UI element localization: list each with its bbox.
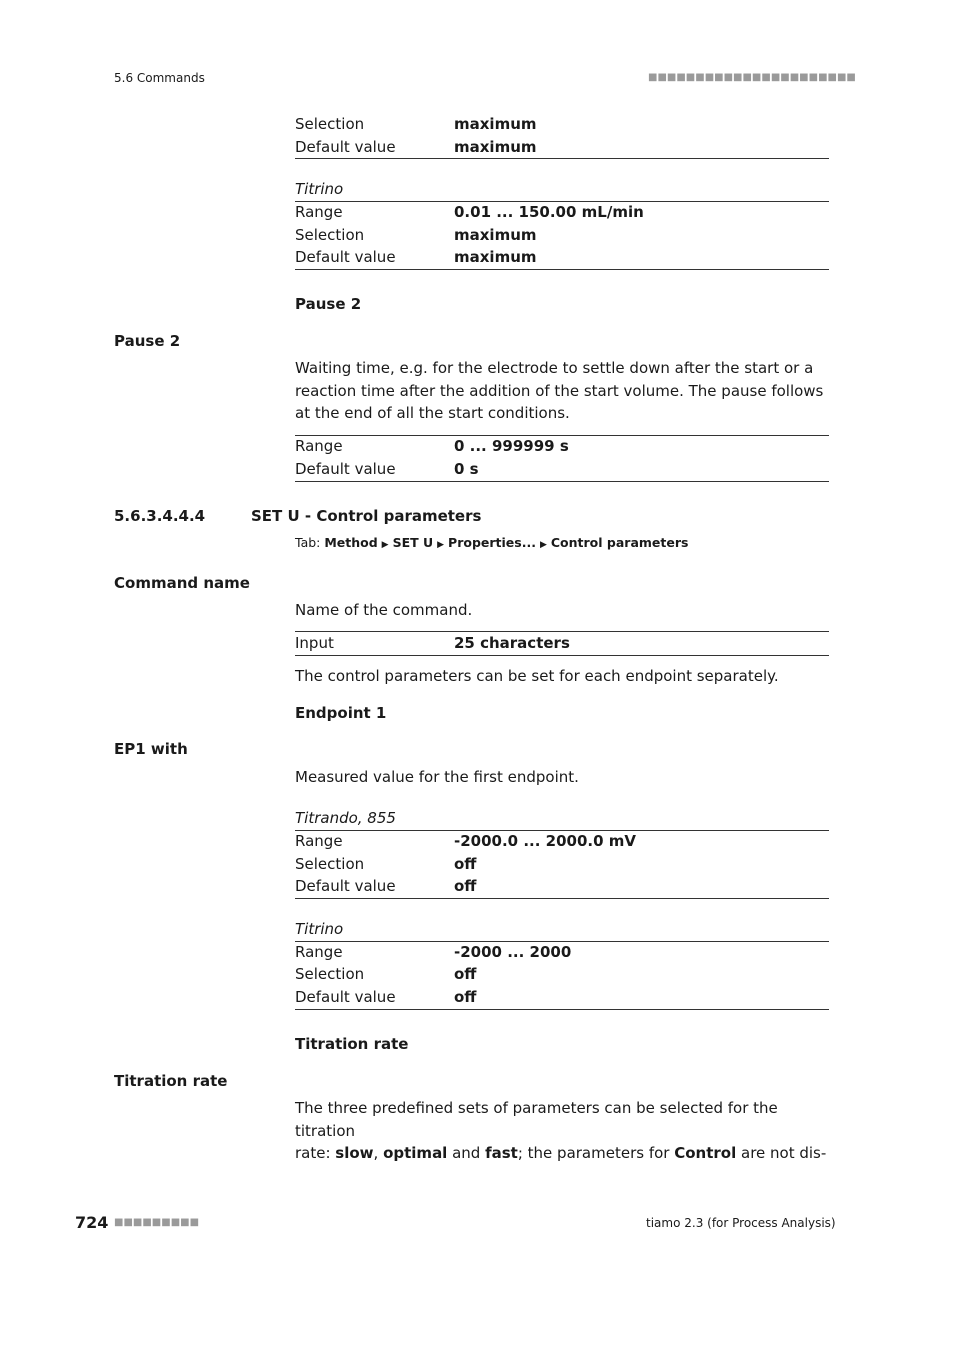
table-divider — [295, 898, 829, 899]
table-row-value: -2000.0 ... 2000.0 mV — [454, 832, 636, 850]
arrow-right-icon: ▶ — [381, 540, 389, 550]
table-divider — [295, 435, 829, 436]
tab-path-item: Method — [324, 535, 378, 550]
table-row-label: Selection — [295, 226, 365, 244]
keyword-slow: slow — [335, 1144, 374, 1162]
table-row-label: Selection — [295, 115, 365, 133]
titration-rate-description — [295, 1097, 829, 1165]
table-divider — [295, 631, 829, 632]
tab-path-item: Properties... — [448, 535, 536, 550]
table-row-label: Input — [295, 634, 334, 652]
pause2-description: Waiting time, e.g. for the electrode to settle down after the start or a reaction time after the addition of the start volume. The pause follows at the end of all the start conditions. — [295, 359, 824, 422]
table-row-value: 25 characters — [454, 634, 570, 652]
table-divider — [295, 269, 829, 270]
text-run: are not dis- — [736, 1144, 827, 1162]
titration-rate-line2 — [295, 1142, 829, 1165]
table-row-label: Default value — [295, 248, 396, 266]
table-row-value: maximum — [454, 138, 537, 156]
table-row-value: 0 ... 999999 s — [454, 437, 569, 455]
table-divider — [295, 481, 829, 482]
table-row-label: Default value — [295, 988, 396, 1006]
page-number: 724 — [75, 1213, 109, 1232]
table-row-label: Range — [295, 203, 343, 221]
pause2-side-label: Pause 2 — [114, 332, 181, 350]
table-divider — [295, 1009, 829, 1010]
table-row-label: Selection — [295, 855, 365, 873]
titration-rate-line1: The three predefined sets of parameters can be selected for the titration — [295, 1099, 778, 1140]
table-row-value: off — [454, 988, 477, 1006]
table-row-label: Range — [295, 832, 343, 850]
footer-product: tiamo 2.3 (for Process Analysis) — [646, 1216, 836, 1230]
ep1-description: Measured value for the first endpoint. — [295, 768, 579, 786]
tab-prefix: Tab: — [295, 535, 321, 550]
tab-path — [295, 535, 688, 550]
titration-rate-subheading: Titration rate — [295, 1035, 409, 1053]
table-row-value: maximum — [454, 226, 537, 244]
table-divider — [295, 201, 829, 202]
keyword-control: Control — [674, 1144, 737, 1162]
ep1-side-label: EP1 with — [114, 740, 188, 758]
text-run: ; the parameters for — [517, 1144, 675, 1162]
table-divider — [295, 941, 829, 942]
table-divider — [295, 830, 829, 831]
titrando-table-title: Titrando, 855 — [295, 809, 396, 827]
table-divider — [295, 655, 829, 656]
keyword-optimal: optimal — [383, 1144, 448, 1162]
titrino-table-title: Titrino — [295, 180, 344, 198]
command-name-note: The control parameters can be set for each endpoint separately. — [295, 667, 779, 685]
text-run: and — [447, 1144, 486, 1162]
arrow-right-icon: ▶ — [437, 540, 445, 550]
tab-path-item: SET U — [392, 535, 434, 550]
table-row-label: Default value — [295, 138, 396, 156]
endpoint1-subheading: Endpoint 1 — [295, 704, 387, 722]
text-run: , — [373, 1144, 384, 1162]
pause2-subheading: Pause 2 — [295, 295, 362, 313]
section-title: SET U - Control parameters — [251, 507, 482, 525]
command-name-side-label: Command name — [114, 574, 250, 592]
table-row-value: off — [454, 877, 477, 895]
titrino-table-title: Titrino — [295, 920, 344, 938]
table-row-value: off — [454, 855, 477, 873]
table-row-label: Range — [295, 437, 343, 455]
table-row-label: Default value — [295, 877, 396, 895]
table-divider — [295, 158, 829, 159]
section-number: 5.6.3.4.4.4 — [114, 507, 206, 525]
running-header-dots: ■■■■■■■■■■■■■■■■■■■■■■ — [648, 72, 856, 83]
running-header-section: 5.6 Commands — [114, 71, 205, 85]
command-name-description: Name of the command. — [295, 601, 473, 619]
table-row-value: -2000 ... 2000 — [454, 943, 572, 961]
table-row-value: 0.01 ... 150.00 mL/min — [454, 203, 644, 221]
tab-path-item: Control parameters — [550, 535, 689, 550]
keyword-fast: fast — [485, 1144, 518, 1162]
table-row-value: off — [454, 965, 477, 983]
table-row-value: maximum — [454, 115, 537, 133]
table-row-label: Selection — [295, 965, 365, 983]
text-run: rate: — [295, 1144, 336, 1162]
table-row-value: maximum — [454, 248, 537, 266]
table-row-label: Default value — [295, 460, 396, 478]
table-row-value: 0 s — [454, 460, 479, 478]
arrow-right-icon: ▶ — [539, 540, 547, 550]
table-row-label: Range — [295, 943, 343, 961]
titration-rate-side-label: Titration rate — [114, 1072, 228, 1090]
footer-dots: ■■■■■■■■■ — [114, 1217, 200, 1228]
